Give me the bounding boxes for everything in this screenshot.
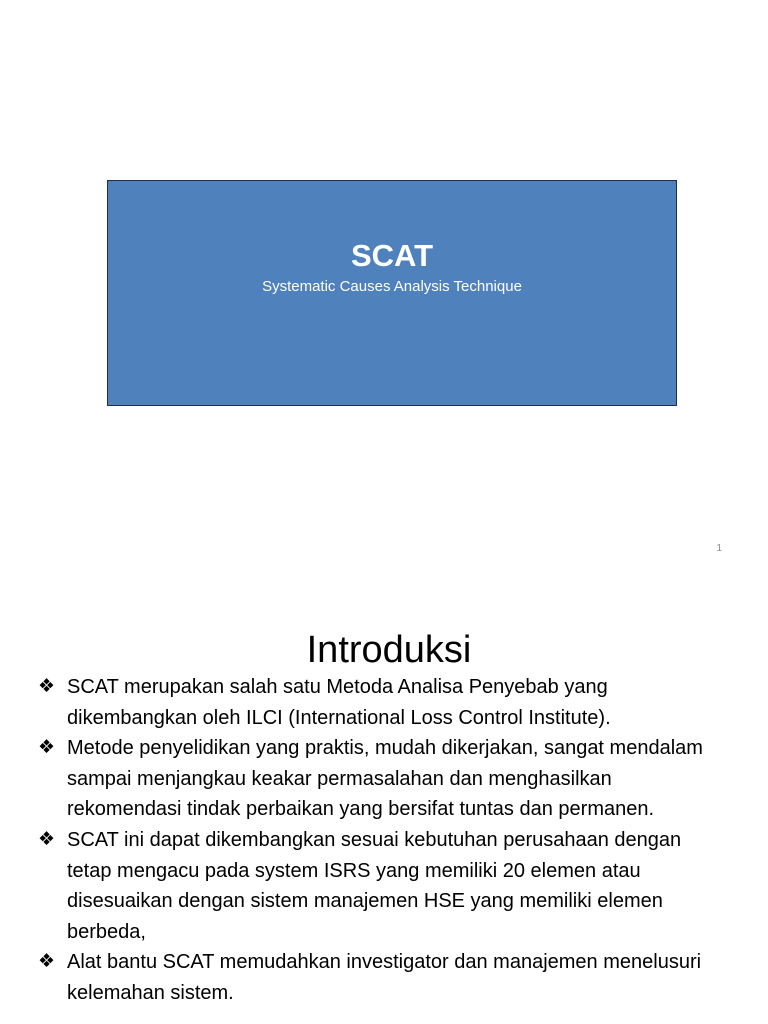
four-diamond-bullet-icon: ❖ xyxy=(38,676,56,697)
bullet-text: Alat bantu SCAT memudahkan investigator dan manajemen menelusuri kelemahan sistem. xyxy=(67,951,702,1004)
bullet-text: SCAT ini dapat dikembangkan sesuai kebutuhan perusahaan dengan tetap mengacu pada system ISRS yang memiliki 20 elemen atau disesuaikan dengan sistem manajemen HSE yang memiliki elemen berbeda, xyxy=(67,828,682,943)
slide-title: SCAT xyxy=(350,238,434,273)
bullet-text: SCAT merupakan salah satu Metoda Analisa Penyebab yang dikembangkan oleh ILCI (International Loss Control Institute). xyxy=(67,676,611,729)
intro-slide xyxy=(0,576,768,1024)
page-number: 1 xyxy=(716,543,722,554)
list-item xyxy=(38,947,728,1008)
slide-subtitle: Systematic Causes Analysis Technique xyxy=(262,278,522,295)
list-item xyxy=(38,825,728,947)
bullet-text: Metode penyelidikan yang praktis, mudah dikerjakan, sangat mendalam sampai menjangkau keakar permasalahan dan menghasilkan rekomendasi tindak perbaikan yang bersifat tuntas dan permanen. xyxy=(67,737,703,821)
four-diamond-bullet-icon: ❖ xyxy=(38,828,56,850)
four-diamond-bullet-icon: ❖ xyxy=(38,951,56,973)
list-item xyxy=(38,733,728,825)
list-item xyxy=(38,672,728,733)
four-diamond-bullet-icon: ❖ xyxy=(38,737,56,759)
bullet-list xyxy=(38,672,728,1009)
title-box xyxy=(107,180,677,406)
intro-heading: Introduksi xyxy=(306,629,472,671)
